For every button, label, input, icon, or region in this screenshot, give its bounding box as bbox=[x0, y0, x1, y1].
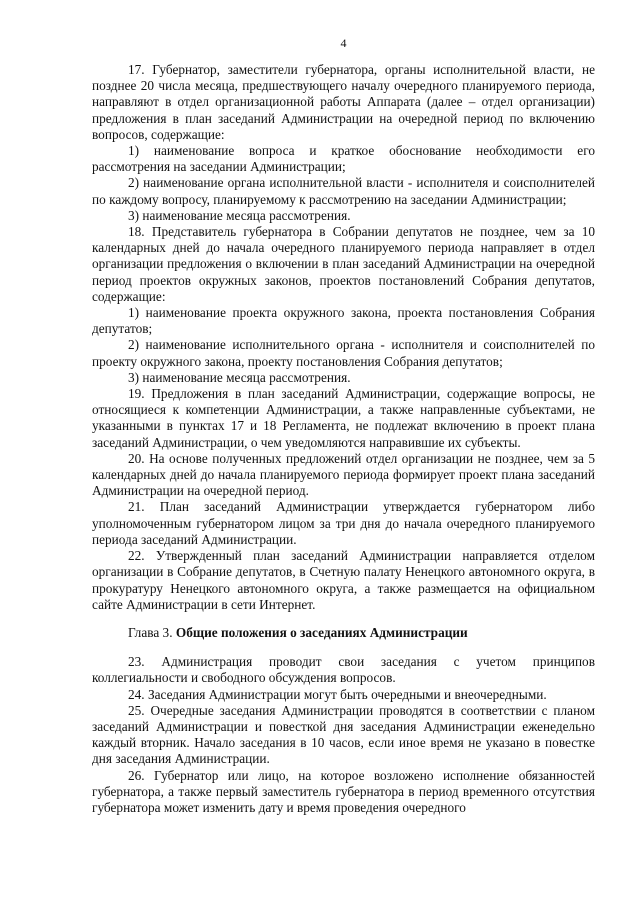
paragraph-25: 25. Очередные заседания Администрации проводятся в соответствии с планом заседаний Администрации и повесткой дня заседания Администрации еженедельно каждый вторник. Начало заседания в 10 часов, если иное время не указано в повестке дня заседания Администрации. bbox=[92, 702, 595, 767]
paragraph-20: 20. На основе полученных предложений отдел организации не позднее, чем за 5 календарных дней до начала планируемого периода формирует проект плана заседаний Администрации на очередной период. bbox=[92, 450, 595, 499]
paragraph-22: 22. Утвержденный план заседаний Администрации направляется отделом организации в Собрание депутатов, в Счетную палату Ненецкого автономного округа, в прокуратуру Ненецкого автономного округа, а также размещается на официальном сайте Администрации в сети Интернет. bbox=[92, 548, 595, 612]
list-item-17-3: 3) наименование месяца рассмотрения. bbox=[128, 207, 351, 223]
list-item-18-3: 3) наименование месяца рассмотрения. bbox=[128, 369, 351, 385]
list-item-18-2: 2) наименование исполнительного органа - исполнителя и соисполнителей по проекту окружного закона, проекту постановления Собрания депутатов; bbox=[92, 337, 595, 369]
paragraph-21: 21. План заседаний Администрации утверждается губернатором либо уполномоченным губернатором лицом за три дня до начала очередного планируемого периода заседаний Администрации. bbox=[92, 499, 595, 547]
page-number: 4 bbox=[340, 36, 347, 50]
chapter-heading bbox=[92, 625, 595, 641]
paragraph-19: 19. Предложения в план заседаний Администрации, содержащие вопросы, не относящиеся к компетенции Администрации, а также направленные субъектами, не указанными в пунктах 17 и 18 Регламента, не подлежат включению в проект плана заседаний Администрации, о чем уведомляются направившие их субъекты. bbox=[92, 386, 595, 450]
paragraph-24: 24. Заседания Администрации могут быть очередными и внеочередными. bbox=[128, 686, 547, 702]
list-item-17-1: 1) наименование вопроса и краткое обоснование необходимости его рассмотрения на заседании Администрации; bbox=[92, 143, 595, 175]
document-page bbox=[92, 36, 595, 816]
list-item-18-1: 1) наименование проекта окружного закона, проекта постановления Собрания депутатов; bbox=[92, 305, 595, 337]
paragraph-26: 26. Губернатор или лицо, на которое возложено исполнение обязанностей губернатора, а также первый заместитель губернатора в период временного отсутствия губернатора может изменить дату и время проведения очередного bbox=[92, 767, 595, 815]
chapter-title: Общие положения о заседаниях Администрации bbox=[175, 624, 468, 640]
paragraph-17: 17. Губернатор, заместители губернатора, органы исполнительной власти, не позднее 20 числа месяца, предшествующего началу очередного планируемого периода, направляют в отдел организационной работы Аппарата (далее – отдел организации) предложения в план заседаний Администрации на очередной период по включению вопросов, содержащие: bbox=[92, 62, 595, 142]
chapter-prefix: Глава 3. bbox=[128, 624, 176, 640]
paragraph-23: 23. Администрация проводит свои заседания с учетом принципов коллегиальности и свободного обсуждения вопросов. bbox=[92, 654, 595, 686]
list-item-17-2: 2) наименование органа исполнительной власти - исполнителя и соисполнителей по каждому вопросу, планируемому к рассмотрению на заседании Администрации; bbox=[92, 175, 595, 207]
paragraph-18: 18. Представитель губернатора в Собрании депутатов не позднее, чем за 10 календарных дней до начала очередного планируемого периода направляет в отдел организации предложения о включении в план заседаний Администрации на очередной период проектов окружных законов, проектов постановлений Собрания депутатов, содержащие: bbox=[92, 224, 595, 304]
